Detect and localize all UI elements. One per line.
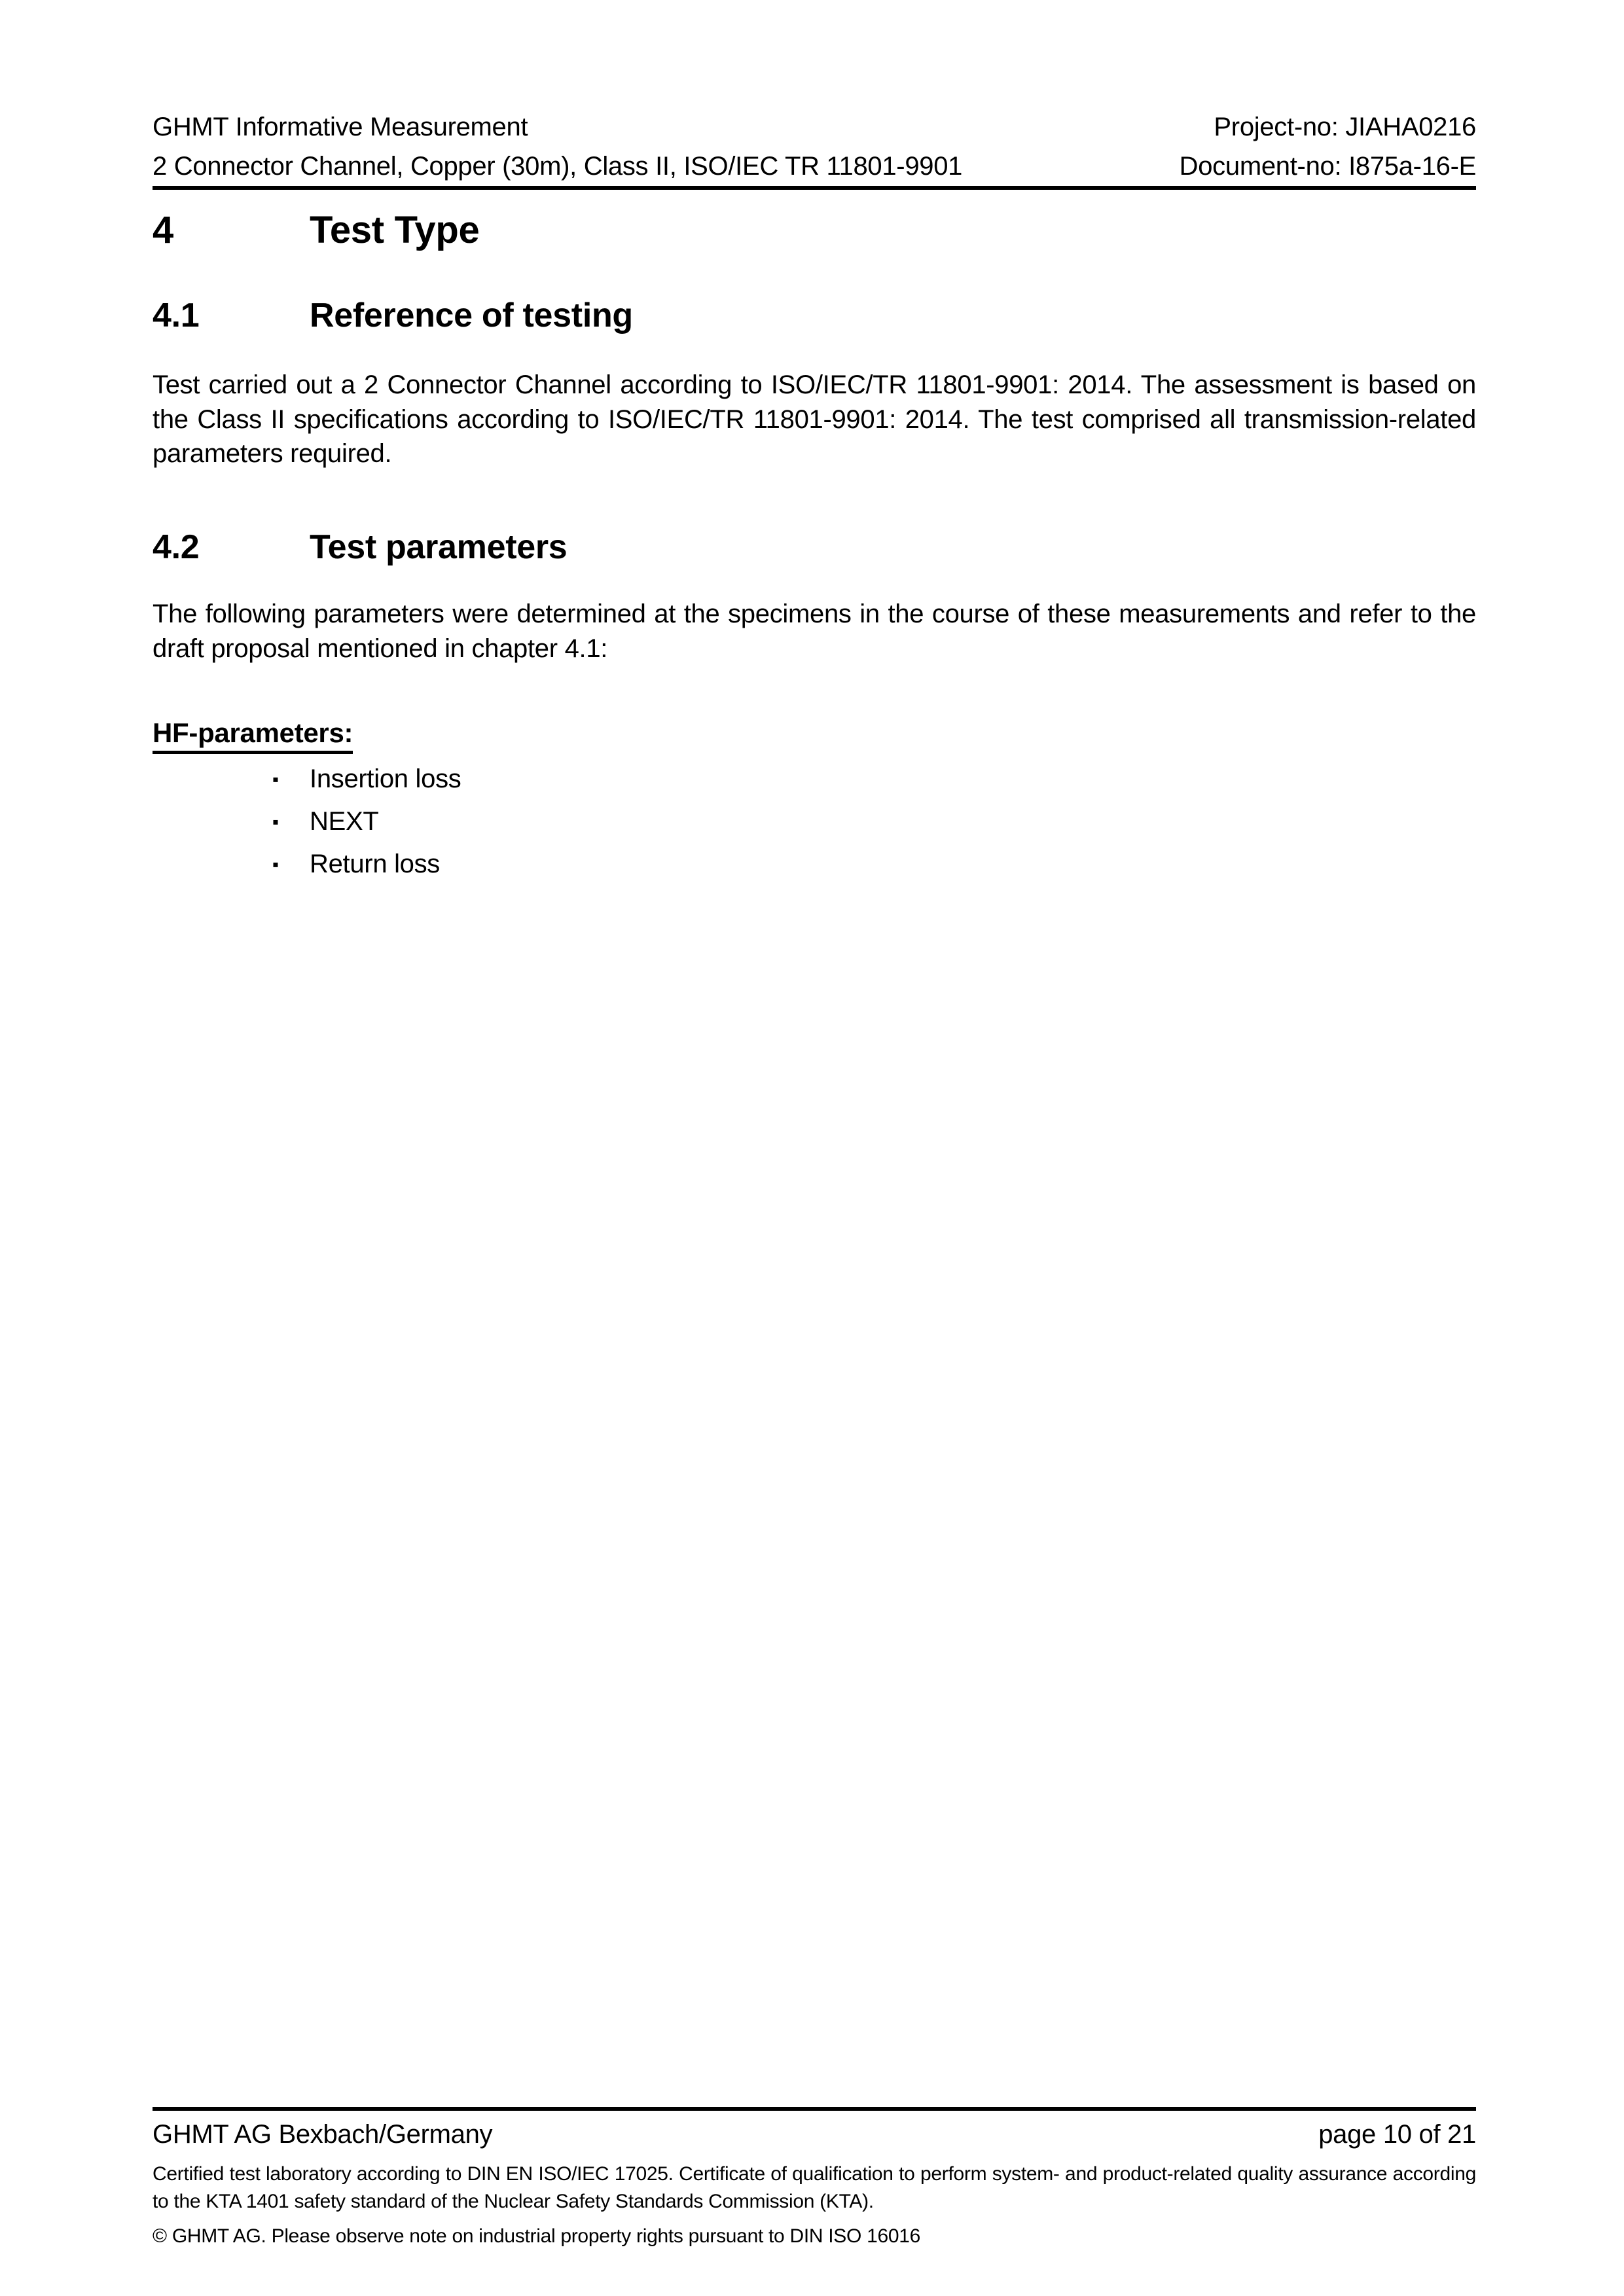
hf-parameters-label: HF-parameters:	[153, 717, 353, 754]
section-4-heading	[153, 207, 479, 254]
section-4-1-paragraph: Test carried out a 2 Connector Channel according to ISO/IEC/TR 11801-9901: 2014. The assessment is based on the Class II specifications according to ISO/IEC/TR 11801-9901: 2014. The test comprised all transmission-related parameters required.	[153, 370, 1476, 468]
hf-parameters-list	[153, 758, 461, 886]
section-4-title: Test Type	[310, 209, 480, 251]
bullet-square-icon: ▪	[272, 853, 279, 874]
section-4-2-title: Test parameters	[310, 528, 568, 566]
footer-page-number: page 10 of 21	[1318, 2120, 1476, 2149]
header-doc-subject: 2 Connector Channel, Copper (30m), Class II, ISO/IEC TR 11801-9901	[153, 152, 963, 181]
section-4-1-number: 4.1	[153, 296, 200, 334]
list-item	[153, 843, 461, 886]
page-footer	[153, 2107, 1476, 2250]
list-item-label: Return loss	[310, 850, 441, 878]
header-doc-type: GHMT Informative Measurement	[153, 113, 528, 141]
list-item	[153, 800, 461, 843]
footer-row	[153, 2117, 1476, 2151]
list-item-label: NEXT	[310, 807, 379, 836]
list-item	[153, 758, 461, 800]
footer-copyright-note: © GHMT AG. Please observe note on industrial property rights pursuant to DIN ISO 16016	[153, 2225, 921, 2247]
footer-certification-note: Certified test laboratory according to DIN EN ISO/IEC 17025. Certificate of qualification to perform system- and product-related quality assurance according to the KTA 1401 safety standard of the Nuclear Safety Standards Commission (KTA).	[153, 2163, 1476, 2212]
section-4-1-heading	[153, 295, 633, 336]
section-4-1-title: Reference of testing	[310, 296, 633, 334]
list-item-label: Insertion loss	[310, 764, 461, 793]
section-4-2-heading	[153, 526, 567, 568]
bullet-square-icon: ▪	[272, 768, 279, 789]
section-4-2-number: 4.2	[153, 528, 200, 566]
section-4-number: 4	[153, 209, 173, 251]
header-document-no: Document-no: I875a-16-E	[1179, 152, 1476, 181]
footer-company: GHMT AG Bexbach/Germany	[153, 2120, 493, 2149]
section-4-2-paragraph: The following parameters were determined at the specimens in the course of these measurements and refer to the draft proposal mentioned in chapter 4.1:	[153, 600, 1476, 663]
bullet-square-icon: ▪	[272, 811, 279, 832]
header-project-no: Project-no: JIAHA0216	[1214, 113, 1476, 141]
document-body	[153, 0, 1476, 2296]
